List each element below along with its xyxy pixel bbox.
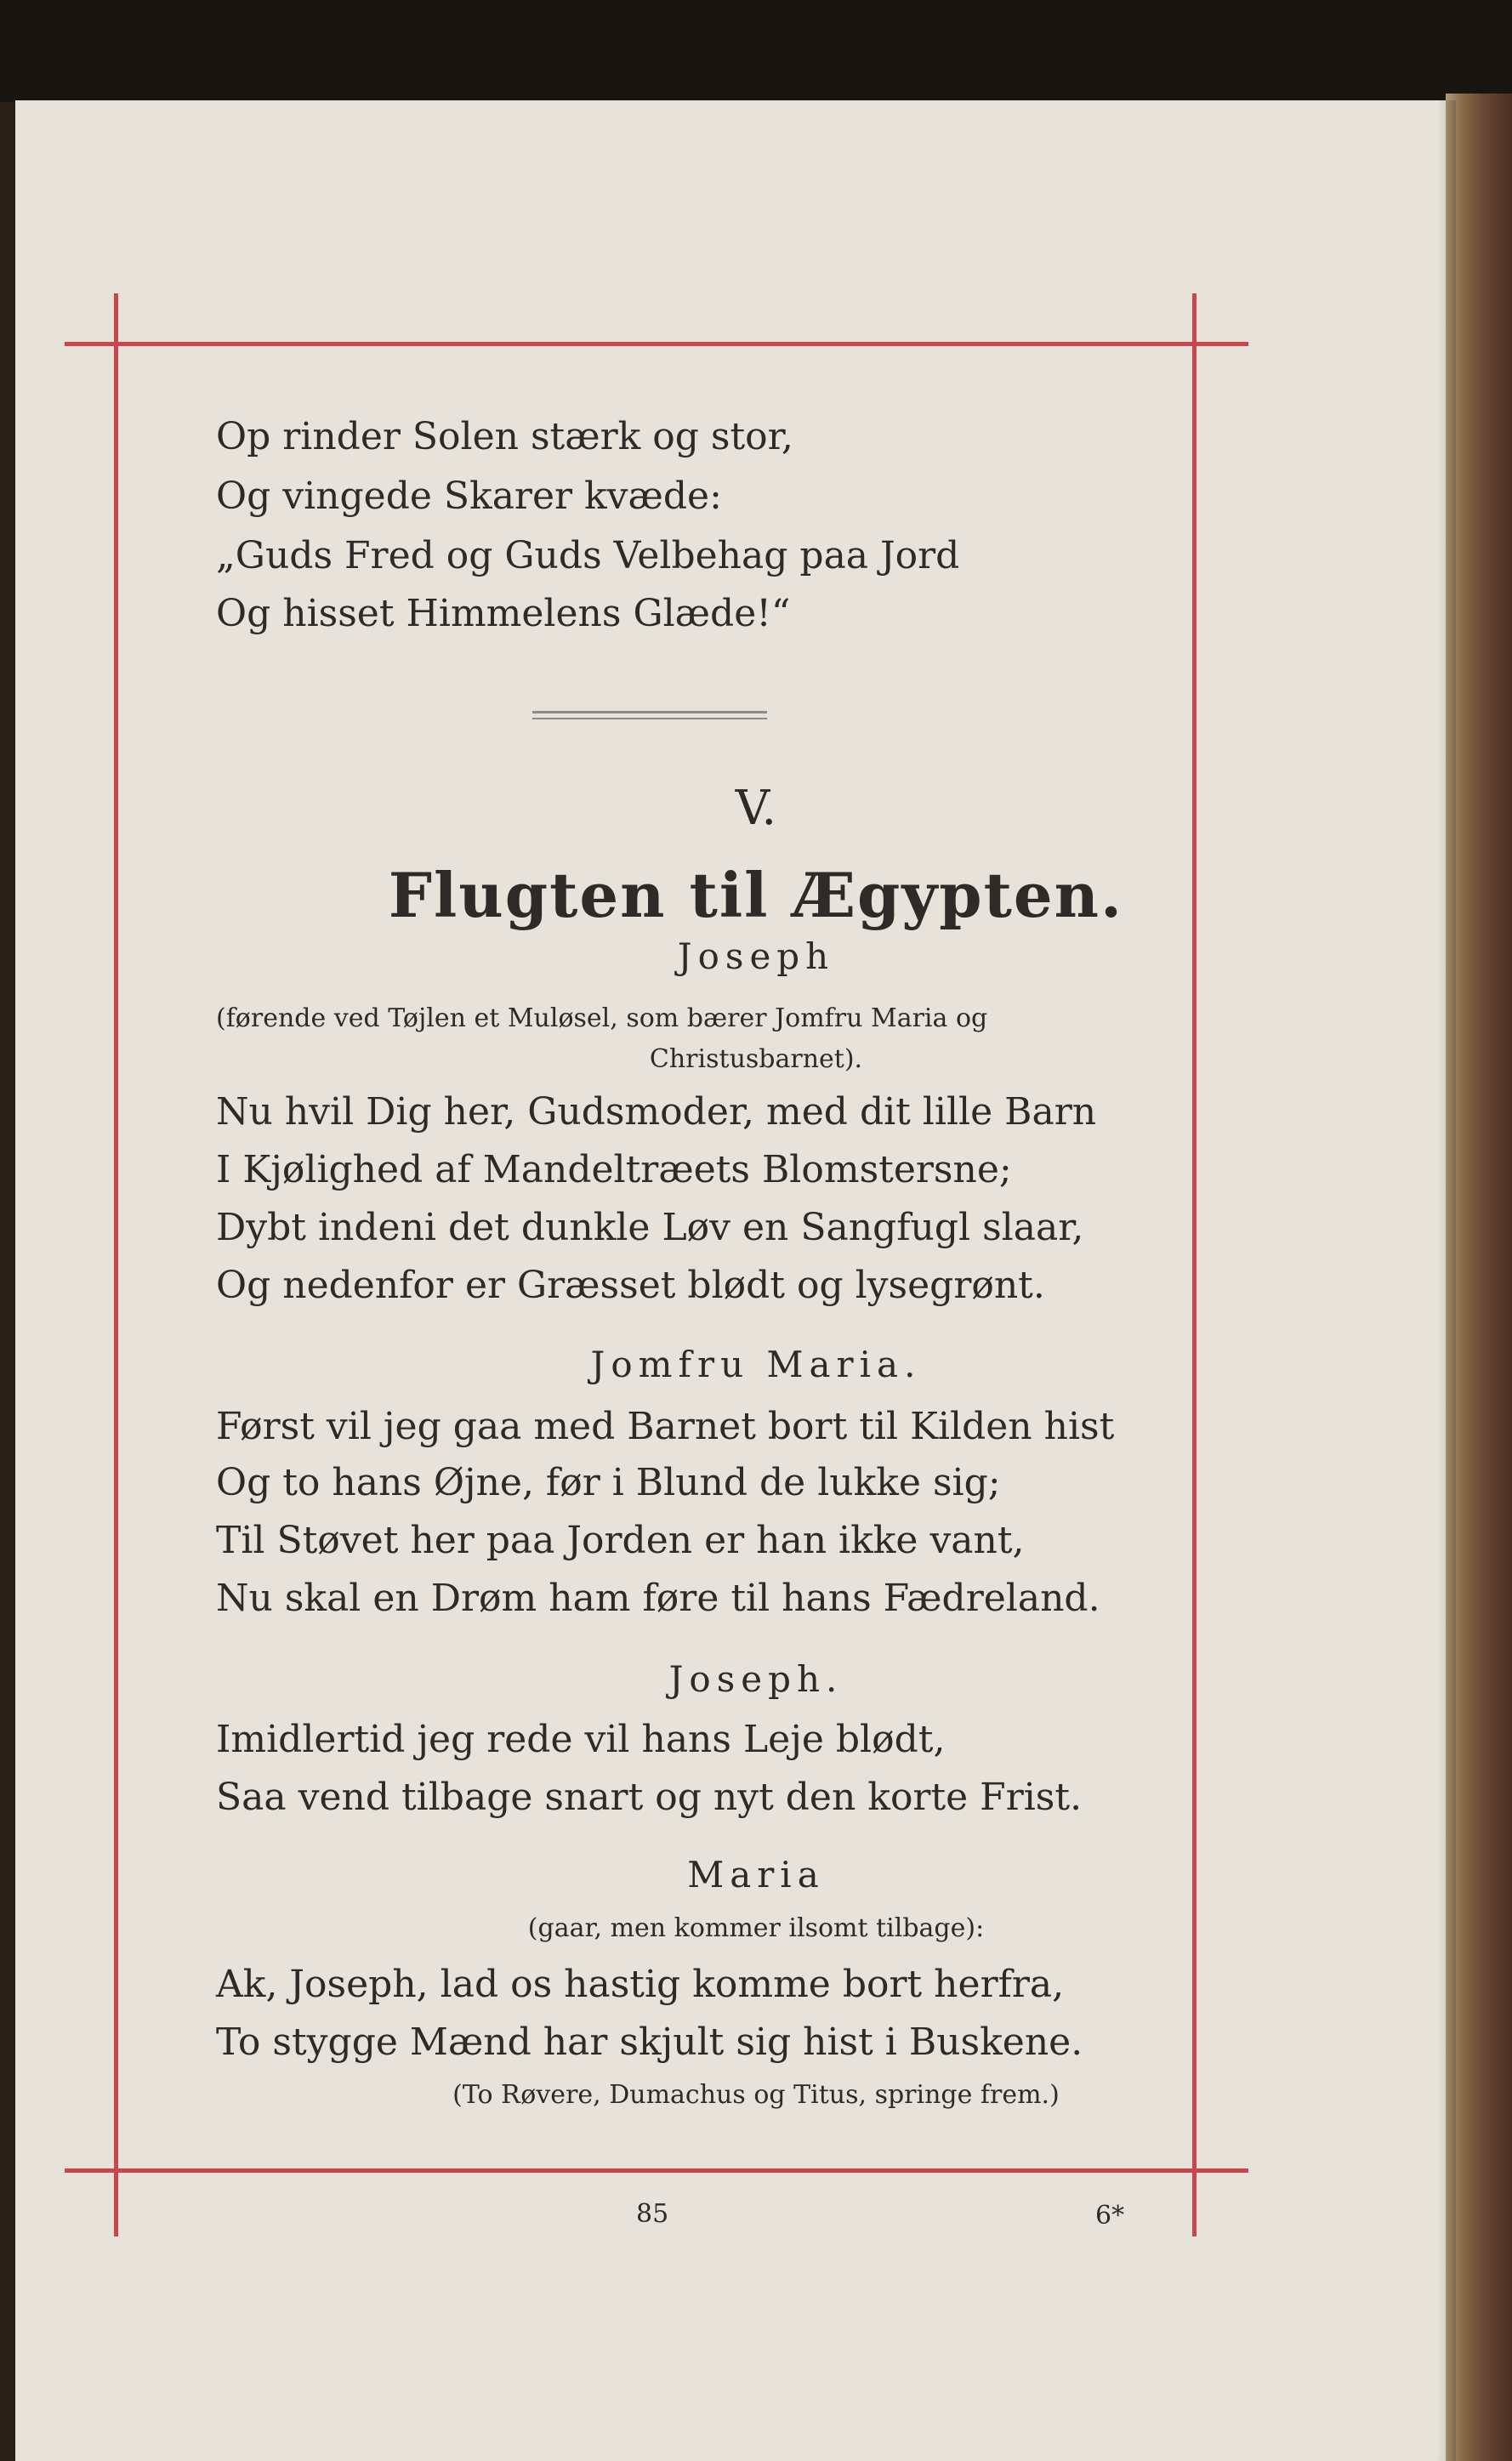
stage-direction: (gaar, men kommer ilsomt tilbage): (527, 1913, 985, 1943)
verse-line: Saa vend tilbage snart og nyt den korte Frist. (216, 1776, 1083, 1819)
verse-line: Og hisset Himmelens Glæde!“ (216, 592, 791, 635)
speaker-name: Maria (687, 1854, 825, 1895)
page-number: 85 (636, 2199, 669, 2229)
section-divider (532, 718, 767, 719)
speaker-name: Joseph (677, 935, 835, 977)
verse-line: I Kjølighed af Mandeltræets Blomstersne; (216, 1148, 1012, 1191)
top-rule (65, 342, 1248, 346)
verse-line: Op rinder Solen stærk og stor, (216, 415, 793, 458)
verse-line: Først vil jeg gaa med Barnet bort til Kilden hist (216, 1405, 1115, 1448)
speaker-name: Jomfru Maria. (590, 1344, 922, 1385)
verse-line: Nu hvil Dig her, Gudsmoder, med dit lille Barn (216, 1090, 1097, 1134)
verse-line: Ak, Joseph, lad os hastig komme bort herfra, (216, 1963, 1065, 2006)
stage-direction: Christusbarnet). (649, 1044, 863, 1074)
section-numeral: V. (735, 781, 777, 836)
speaker-name: Joseph. (668, 1658, 844, 1700)
section-divider (532, 711, 767, 713)
verse-line: Til Støvet her paa Jorden er han ikke vant, (216, 1519, 1025, 1562)
left-rule (114, 293, 118, 2236)
closing-stage-direction: (To Røvere, Dumachus og Titus, springe frem.) (452, 2080, 1060, 2110)
section-title: Flugten til Ægypten. (388, 859, 1124, 931)
verse-line: „Guds Fred og Guds Velbehag paa Jord (216, 534, 960, 577)
verse-line: Og nedenfor er Græsset blødt og lysegrønt. (216, 1264, 1045, 1307)
stage-direction: (førende ved Tøjlen et Muløsel, som bærer Jomfru Maria og (216, 1003, 988, 1033)
verse-line: Imidlertid jeg rede vil hans Leje blødt, (216, 1718, 946, 1761)
bottom-rule (65, 2168, 1248, 2173)
verse-line: To stygge Mænd har skjult sig hist i Buskene. (216, 2021, 1083, 2064)
signature-mark: 6* (1095, 2201, 1125, 2231)
verse-line: Nu skal en Drøm ham føre til hans Fædreland. (216, 1577, 1100, 1620)
right-rule (1192, 293, 1197, 2236)
background-top (0, 0, 1512, 102)
verse-line: Og vingede Skarer kvæde: (216, 475, 722, 518)
verse-line: Og to hans Øjne, før i Blund de lukke sig; (216, 1461, 1001, 1504)
verse-line: Dybt indeni det dunkle Løv en Sangfugl slaar, (216, 1206, 1084, 1249)
